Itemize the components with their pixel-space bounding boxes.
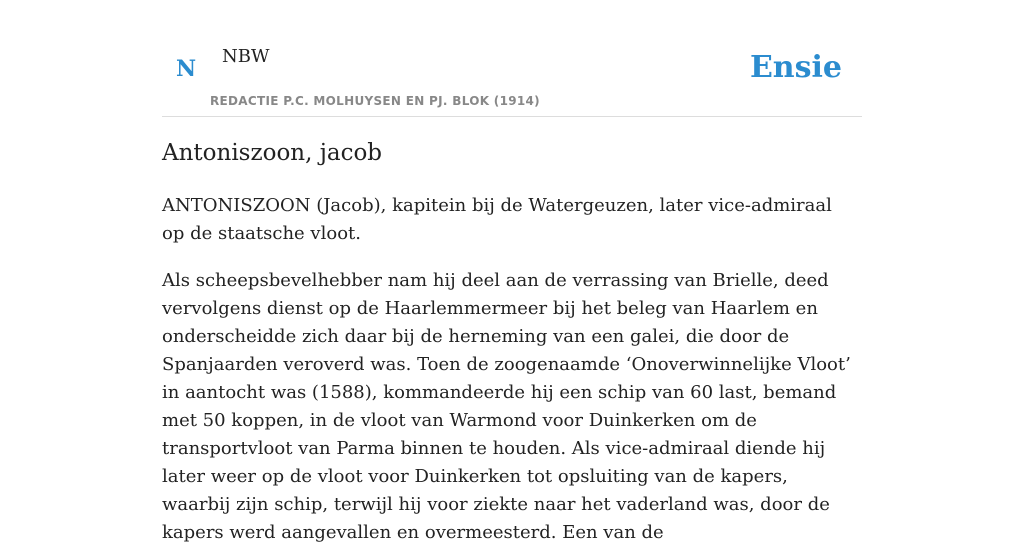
header xyxy=(162,0,862,117)
source-subtitle: REDACTIE P.C. MOLHUYSEN EN PJ. BLOK (1914) xyxy=(210,94,540,108)
page xyxy=(162,0,862,543)
source-name[interactable]: NBW xyxy=(222,46,270,67)
article-paragraph: ANTONISZOON (Jacob), kapitein bij de Watergeuzen, later vice-admiraal op de staatsche vloot. xyxy=(162,195,832,244)
article-paragraph: Als scheepsbevelhebber nam hij deel aan de verrassing van Brielle, deed vervolgens dienst op de Haarlemmermeer bij het beleg van Haarlem en onderscheidde zich daar bij de herneming van een galei, die door de Spanjaarden veroverd was. Toen de zoogenaamde ‘Onoverwinnelijke Vloot’ in aantocht was (1588), kommandeerde hij een schip van 60 last, bemand met 50 koppen, in de vloot van Warmond voor Duinkerken om de transportvloot van Parma binnen te houden. Als vice-admiraal diende hij later weer op de vloot voor Duinkerken tot opsluiting van de kapers, waarbij zijn schip, terwijl hij voor ziekte naar het vaderland was, door de kapers werd aangevallen en overmeesterd. Een van de xyxy=(162,270,851,543)
article-title: Antoniszoon, jacob xyxy=(162,140,383,166)
source-logo-icon[interactable]: N xyxy=(176,56,197,82)
ensie-logo-link[interactable]: Ensie xyxy=(749,50,842,85)
